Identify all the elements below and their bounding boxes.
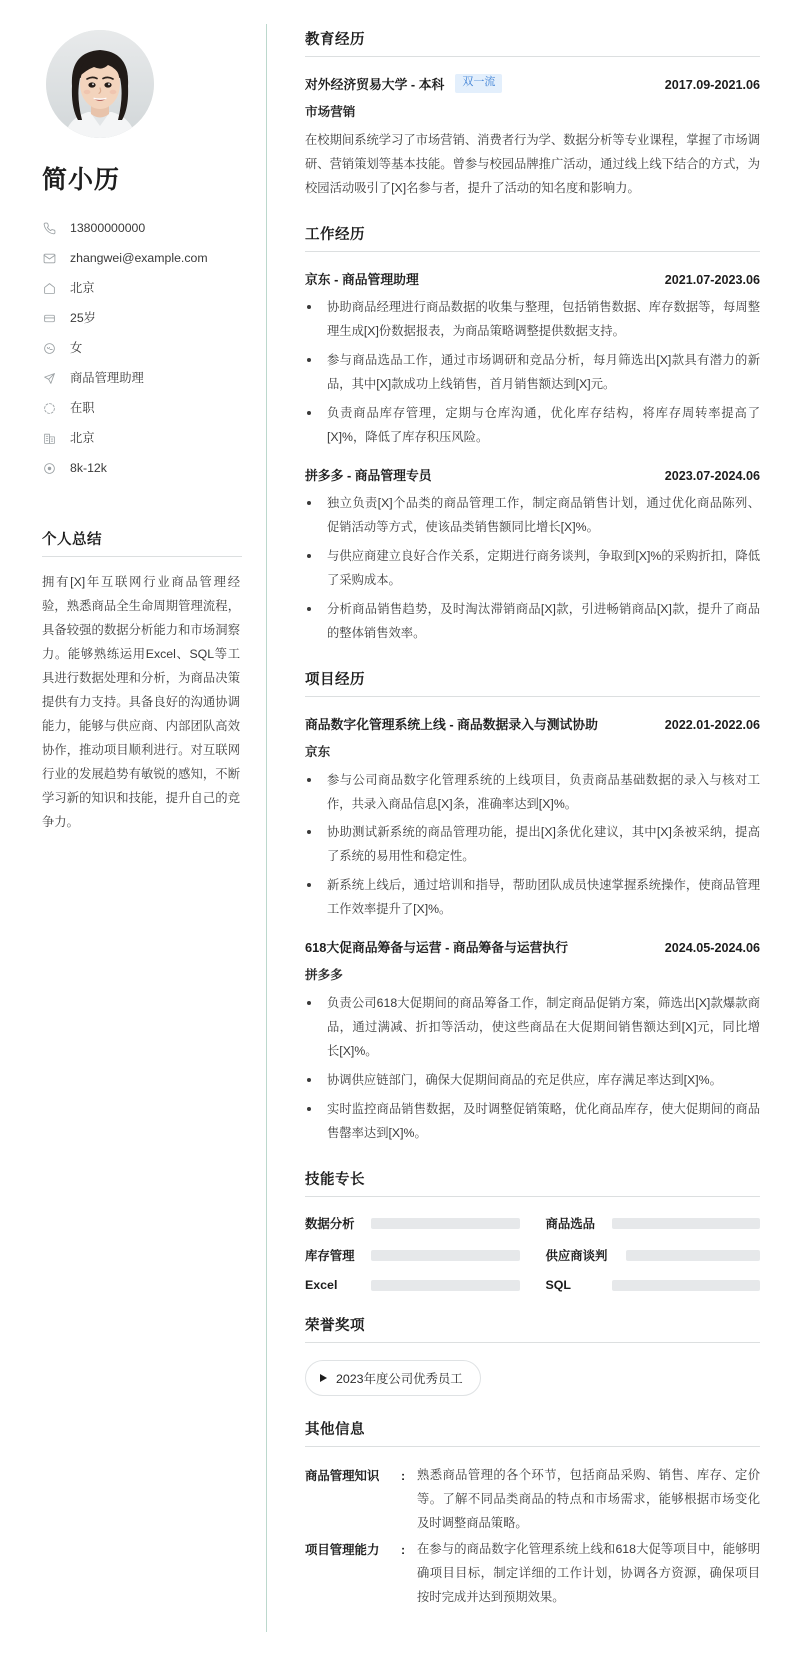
- skills-section: [305, 1168, 760, 1292]
- skill-item: [546, 1214, 761, 1232]
- info-value: 在参与的商品数字化管理系统上线和618大促等项目中，能够明确项目目标，制定详细的工作计划，协调各方资源，确保项目按时完成并达到预期效果。: [417, 1542, 760, 1604]
- contact-location-value: 北京: [70, 280, 95, 295]
- contact-position-value: 商品管理助理: [70, 370, 144, 385]
- project-title: 商品数字化管理系统上线 - 商品数据录入与测试协助: [305, 716, 598, 732]
- skills-grid: [305, 1214, 760, 1292]
- status-badge: 双一流: [455, 74, 502, 92]
- honors-heading: 荣誉奖项: [305, 1314, 760, 1343]
- work-bullets: [305, 296, 760, 450]
- list-item: 独立负责[X]个品类的商品管理工作，制定商品销售计划，通过优化商品陈列、促销活动等方式，使该品类销售额同比增长[X]%。: [305, 492, 760, 540]
- gender-icon: [43, 341, 60, 355]
- skill-item: [305, 1214, 520, 1232]
- list-item: 协助测试新系统的商品管理功能，提出[X]条优化建议，其中[X]条被采纳，提高了系统的易用性和稳定性。: [305, 821, 760, 869]
- list-item: 参与商品选品工作，通过市场调研和竞品分析，每月筛选出[X]款具有潜力的新品，其中[X]款成功上线销售，首月销售额达到[X]元。: [305, 349, 760, 397]
- contact-city-value: 北京: [70, 430, 95, 445]
- skill-progress-track: [371, 1280, 520, 1291]
- education-school: [305, 74, 651, 93]
- contact-phone-value: 13800000000: [70, 220, 146, 235]
- contact-age-value: 25岁: [70, 310, 96, 325]
- skill-label: 库存管理: [305, 1249, 355, 1264]
- main-column: [305, 24, 760, 1632]
- education-school-name: 对外经济贸易大学 - 本科: [305, 77, 445, 92]
- education-heading: 教育经历: [305, 28, 760, 57]
- skill-label: Excel: [305, 1278, 338, 1293]
- project-title: 618大促商品筹备与运营 - 商品筹备与运营执行: [305, 940, 569, 956]
- contact-salary-value: 8k-12k: [70, 460, 107, 475]
- projects-heading: 项目经历: [305, 668, 760, 697]
- list-item: 新系统上线后，通过培训和指导，帮助团队成员快速掌握系统操作，使商品管理工作效率提升了[X]%。: [305, 874, 760, 922]
- work-date: 2023.07-2024.06: [664, 468, 760, 483]
- education-entry-header: [305, 74, 760, 93]
- info-colon: :: [401, 1543, 406, 1558]
- list-item: 协助商品经理进行商品数据的收集与整理，包括销售数据、库存数据等，每周整理生成[X]份数据报表，为商品策略调整提供数据支持。: [305, 296, 760, 344]
- skill-item: [305, 1246, 520, 1264]
- project-date: 2022.01-2022.06: [664, 717, 760, 732]
- contact-job-status: [43, 394, 246, 422]
- paper-plane-icon: [43, 371, 60, 385]
- list-item: 协调供应链部门，确保大促期间商品的充足供应，库存满足率达到[X]%。: [305, 1069, 760, 1093]
- contact-email: [43, 244, 246, 272]
- list-item: 实时监控商品销售数据，及时调整促销策略，优化商品库存，使大促期间的商品售罄率达到[X]%。: [305, 1098, 760, 1146]
- skill-item: [546, 1246, 761, 1264]
- work-entry-header: [305, 465, 760, 484]
- summary-text: 拥有[X]年互联网行业商品管理经验，熟悉商品全生命周期管理流程，具备较强的数据分析能力和市场洞察力。能够熟练运用Excel、SQL等工具进行数据处理和分析，为商品决策提供有力支持。具备良好的沟通协调能力，能够与供应商、内部团队高效协作，推动项目顺利进行。对互联网行业的发展趋势有敏锐的感知，不断学习新的知识和技能，提升自己的竞争力。: [42, 575, 240, 829]
- list-item: 参与公司商品数字化管理系统的上线项目，负责商品基础数据的录入与核对工作，共录入商品信息[X]条，准确率达到[X]%。: [305, 769, 760, 817]
- skill-label: 供应商谈判: [545, 1249, 608, 1264]
- info-value: 熟悉商品管理的各个环节，包括商品采购、销售、库存、定价等。了解不同品类商品的特点和市场需求，能够根据市场变化及时调整商品策略。: [417, 1468, 760, 1531]
- contact-position: [43, 364, 246, 392]
- work-title: 京东 - 商品管理助理: [305, 271, 419, 287]
- other-info-heading: 其他信息: [305, 1418, 760, 1447]
- skill-progress-track: [371, 1250, 520, 1261]
- skill-progress-track: [612, 1280, 761, 1291]
- work-bullets: [305, 492, 760, 646]
- contact-phone: [43, 214, 246, 242]
- work-entry-header: [305, 269, 760, 288]
- work-title: 拼多多 - 商品管理专员: [305, 467, 432, 483]
- education-description: 在校期间系统学习了市场营销、消费者行为学、数据分析等专业课程，掌握了市场调研、营销策划等基本技能。曾参与校园品牌推广活动，通过线上线下结合的方式，为校园活动吸引了[X]名参与者，提升了活动的知名度和影响力。: [305, 133, 760, 195]
- avatar-photo: [46, 30, 154, 138]
- summary-section: [40, 528, 246, 835]
- list-item: 负责商品库存管理，定期与仓库沟通，优化库存结构，将库存周转率提高了[X]%，降低了库存积压风险。: [305, 402, 760, 450]
- skill-progress-track: [626, 1250, 761, 1261]
- education-entry: [305, 74, 760, 201]
- summary-heading: 个人总结: [42, 528, 242, 557]
- education-section: [305, 28, 760, 201]
- project-bullets: [305, 769, 760, 923]
- project-entry-header: [305, 714, 760, 733]
- skill-label: SQL: [545, 1278, 571, 1293]
- info-row: [305, 1464, 760, 1536]
- list-item: 与供应商建立良好合作关系，定期进行商务谈判，争取到[X]%的采购折扣，降低了采购成本。: [305, 545, 760, 593]
- work-entry: [305, 269, 760, 450]
- honor-chip-label: 2023年度公司优秀员工: [336, 1372, 463, 1387]
- project-date: 2024.05-2024.06: [664, 941, 760, 956]
- person-name: 简小历: [42, 166, 121, 194]
- projects-section: [305, 668, 760, 1147]
- play-triangle-icon: [320, 1374, 327, 1382]
- work-heading: 工作经历: [305, 223, 760, 252]
- avatar: [46, 30, 154, 138]
- info-label: 项目管理能力: [305, 1543, 380, 1558]
- contact-location: [43, 274, 246, 302]
- project-entry-header: [305, 937, 760, 956]
- contact-list: [43, 214, 246, 482]
- building-icon: [43, 431, 60, 445]
- skill-item: [546, 1278, 761, 1292]
- phone-icon: [43, 221, 60, 235]
- project-company: 拼多多: [305, 968, 343, 983]
- skills-heading: 技能专长: [305, 1168, 760, 1197]
- project-bullets: [305, 992, 760, 1146]
- honor-chip[interactable]: [305, 1360, 481, 1396]
- project-entry: [305, 714, 760, 923]
- contact-salary: [43, 454, 246, 482]
- home-icon: [43, 281, 60, 295]
- other-info-section: [305, 1418, 760, 1610]
- skill-progress-track: [371, 1218, 520, 1229]
- skill-label: 商品选品: [545, 1217, 596, 1232]
- contact-gender: [43, 334, 246, 362]
- sidebar: [40, 24, 266, 1632]
- info-label: 商品管理知识: [305, 1469, 380, 1484]
- education-date: 2017.09-2021.06: [664, 78, 760, 92]
- work-section: [305, 223, 760, 646]
- contact-gender-value: 女: [70, 340, 83, 355]
- column-divider: [266, 24, 267, 1632]
- work-entry: [305, 465, 760, 646]
- skill-label: 数据分析: [305, 1217, 355, 1232]
- list-item: 负责公司618大促期间的商品筹备工作，制定商品促销方案，筛选出[X]款爆款商品，通过满减、折扣等活动，使这些商品在大促期间销售额达到[X]元，同比增长[X]%。: [305, 992, 760, 1064]
- honor-chip-list: [305, 1360, 760, 1396]
- contact-job-status-value: 在职: [70, 400, 95, 415]
- info-colon: :: [401, 1469, 406, 1484]
- email-icon: [43, 251, 60, 265]
- project-entry: [305, 937, 760, 1146]
- contact-city: [43, 424, 246, 452]
- salary-icon: [43, 461, 60, 475]
- education-major: 市场营销: [305, 105, 356, 119]
- project-company: 京东: [305, 744, 331, 759]
- id-card-icon: [43, 311, 60, 325]
- contact-email-value: zhangwei@example.com: [70, 250, 208, 265]
- skill-progress-track: [612, 1218, 761, 1229]
- list-item: 分析商品销售趋势，及时淘汰滞销商品[X]款，引进畅销商品[X]款，提升了商品的整体销售效率。: [305, 598, 760, 646]
- honors-section: [305, 1314, 760, 1396]
- status-icon: [43, 401, 60, 415]
- contact-age: [43, 304, 246, 332]
- info-row: [305, 1538, 760, 1610]
- work-date: 2021.07-2023.06: [664, 272, 760, 287]
- skill-item: [305, 1278, 520, 1292]
